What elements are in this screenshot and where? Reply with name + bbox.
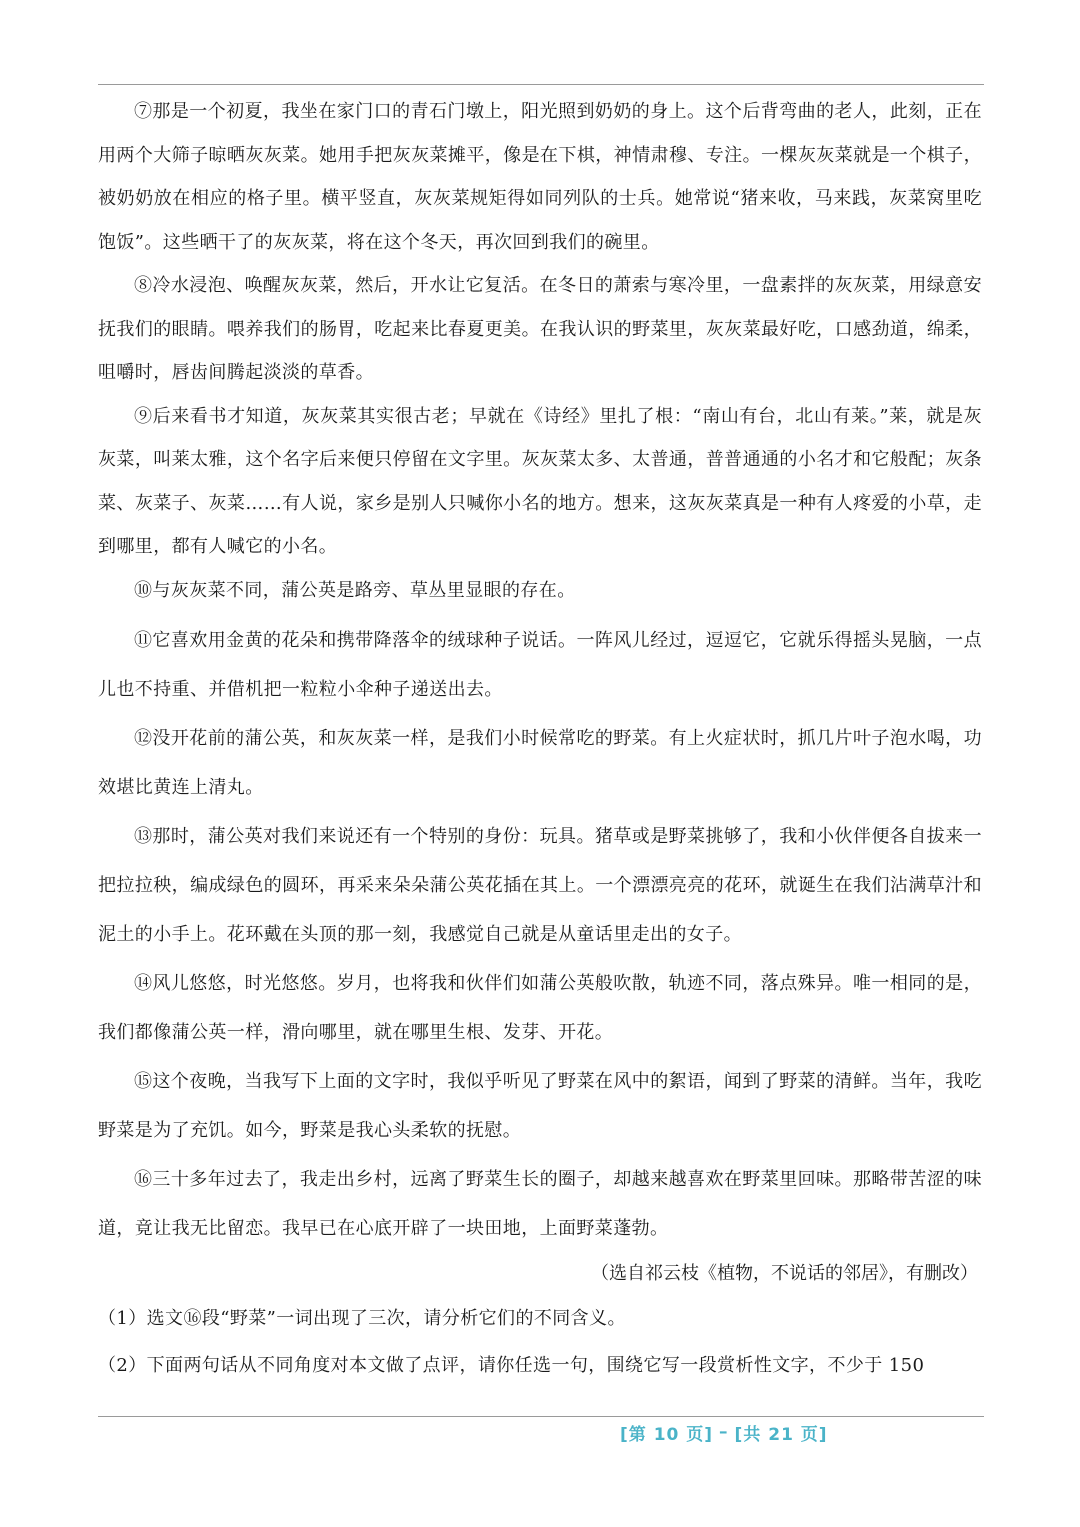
paragraph-7: ⑦那是一个初夏，我坐在家门口的青石门墩上，阳光照到奶奶的身上。这个后背弯曲的老人，此刻，正在用两个大筛子晾晒灰灰菜。她用手把灰灰菜摊平，像是在下棋，神情肃穆、专注。一棵灰灰菜就是一个棋子，被奶奶放在相应的格子里。横平竖直，灰灰菜规矩得如同列队的士兵。她常说“猪来收，马来践，灰菜窝里吃饱饭”。这些晒干了的灰灰菜，将在这个冬天，再次回到我们的碗里。 bbox=[98, 101, 982, 253]
paragraph-16: ⑯三十多年过去了，我走出乡村，远离了野菜生长的圈子，却越来越喜欢在野菜里回味。那略带苦涩的味道，竟让我无比留恋。我早已在心底开辟了一块田地，上面野菜蓬勃。 bbox=[98, 1169, 982, 1239]
header-rule bbox=[98, 84, 984, 85]
paragraph-11: ⑪它喜欢用金黄的花朵和携带降落伞的绒球种子说话。一阵风儿经过，逗逗它，它就乐得摇头晃脑，一点儿也不持重、并借机把一粒粒小伞种子递送出去。 bbox=[98, 630, 982, 700]
page-separator: – bbox=[719, 1422, 729, 1442]
paragraph-10: ⑩与灰灰菜不同，蒲公英是路旁、草丛里显眼的存在。 bbox=[134, 579, 576, 601]
paragraph-12: ⑫没开花前的蒲公英，和灰灰菜一样，是我们小时候常吃的野菜。有上火症状时，抓几片叶子泡水喝，功效堪比黄连上清丸。 bbox=[98, 728, 982, 798]
question-1: （1）选文⑯段“野菜”一词出现了三次，请分析它们的不同含义。 bbox=[98, 1308, 626, 1329]
paragraph-8: ⑧冷水浸泡、唤醒灰灰菜，然后，开水让它复活。在冬日的萧索与寒冷里，一盘素拌的灰灰菜，用绿意安抚我们的眼睛。喂养我们的肠胃，吃起来比春夏更美。在我认识的野菜里，灰灰菜最好吃，口感劲道，绵柔，咀嚼时，唇齿间腾起淡淡的草香。 bbox=[98, 275, 982, 383]
source-citation: （选自祁云枝《植物，不说话的邻居》，有删改） bbox=[591, 1263, 978, 1284]
current-page-label: [第 10 页] bbox=[620, 1424, 714, 1445]
article-body bbox=[98, 90, 982, 1389]
paragraph-13: ⑬那时，蒲公英对我们来说还有一个特别的身份：玩具。猪草或是野菜挑够了，我和小伙伴便各自拔来一把拉拉秧，编成绿色的圆环，再采来朵朵蒲公英花插在其上。一个漂漂亮亮的花环，就诞生在我们沾满草汁和泥土的小手上。花环戴在头顶的那一刻，我感觉自己就是从童话里走出的女子。 bbox=[98, 826, 982, 945]
paragraph-9: ⑨后来看书才知道，灰灰菜其实很古老；早就在《诗经》里扎了根：“南山有台，北山有莱。”莱，就是灰灰菜，叫莱太雅，这个名字后来便只停留在文字里。灰灰菜太多、太普通，普普通通的小名才和它般配；灰条菜、灰菜子、灰菜……有人说，家乡是别人只喊你小名的地方。想来，这灰灰菜真是一种有人疼爱的小草，走到哪里，都有人喊它的小名。 bbox=[98, 405, 982, 557]
page-indicator bbox=[620, 1417, 865, 1447]
total-pages-label: [共 21 页] bbox=[734, 1424, 828, 1445]
paragraph-15: ⑮这个夜晚，当我写下上面的文字时，我似乎听见了野菜在风中的絮语，闻到了野菜的清鲜。当年，我吃野菜是为了充饥。如今，野菜是我心头柔软的抚慰。 bbox=[98, 1071, 982, 1141]
paragraph-14: ⑭风儿悠悠，时光悠悠。岁月，也将我和伙伴们如蒲公英般吹散，轨迹不同，落点殊异。唯一相同的是，我们都像蒲公英一样，滑向哪里，就在哪里生根、发芽、开花。 bbox=[98, 973, 982, 1043]
question-2: （2）下面两句话从不同角度对本文做了点评，请你任选一句，围绕它写一段赏析性文字，不少于 150 bbox=[98, 1355, 925, 1376]
